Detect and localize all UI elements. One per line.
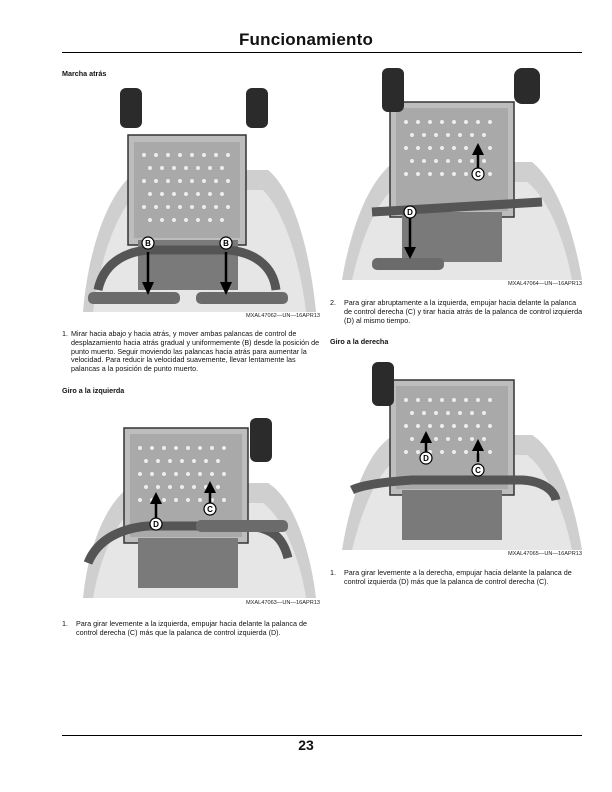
label-left-turn-c: C bbox=[207, 505, 213, 514]
section-heading-left-turn: Giro a la izquierda bbox=[62, 386, 125, 395]
header-rule bbox=[62, 52, 582, 53]
step-text: Para girar levemente a la derecha, empujar hacia delante la palanca de control izquierda (D) más que la palanca de control derecha (C). bbox=[344, 568, 572, 586]
section-heading-right-turn: Giro a la derecha bbox=[330, 337, 389, 346]
label-right-turn-c: C bbox=[475, 466, 481, 475]
figure-caption-reverse: MXAL47062—UN—16APR13 bbox=[246, 313, 320, 319]
step-number: 2. bbox=[330, 298, 336, 307]
step-number: 1. bbox=[330, 568, 336, 577]
label-reverse-left: B bbox=[145, 239, 151, 248]
step-text: Para girar levemente a la izquierda, empujar hacia delante la palanca de control derecha (C) más que la palanca de control izquierda (D). bbox=[76, 619, 307, 637]
step-number: 1. bbox=[62, 619, 68, 628]
label-sharp-left-c: C bbox=[475, 170, 481, 179]
figure-right-turn bbox=[342, 350, 584, 550]
label-left-turn-d: D bbox=[153, 520, 159, 529]
figure-caption-right-turn: MXAL47065—UN—16APR13 bbox=[508, 551, 582, 557]
label-right-turn-d: D bbox=[423, 454, 429, 463]
figure-left-turn bbox=[78, 398, 320, 598]
step-number: 1. bbox=[62, 329, 68, 338]
page-number: 23 bbox=[298, 737, 314, 753]
page-title: Funcionamiento bbox=[238, 30, 374, 49]
step-left-turn-1 bbox=[62, 620, 320, 638]
step-text: Para girar abruptamente a la izquierda, empujar hacia delante la palanca de control derecha (C) y tirar hacia atrás de la palanca de control izquierda (D) al mismo tiempo. bbox=[344, 298, 583, 325]
figure-sharp-left bbox=[342, 62, 584, 280]
step-sharp-left-2 bbox=[330, 299, 584, 325]
section-heading-reverse: Marcha atrás bbox=[62, 69, 107, 78]
figure-caption-sharp-left: MXAL47064—UN—16APR13 bbox=[508, 281, 582, 287]
figure-caption-left-turn: MXAL47063—UN—16APR13 bbox=[246, 600, 320, 606]
label-reverse-right: B bbox=[223, 239, 229, 248]
step-text: Mirar hacia abajo y hacia atrás, y mover ambas palancas de control de desplazamiento hacia atrás gradual y uniformemente (B) desde la posición de punto muerto. Seguir moviendo las palancas hacia atrás para aumentar la velocidad. Para reducir la velocidad suavemente, llevar lentamente las palancas a la posición de punto muerto. bbox=[71, 329, 320, 374]
label-sharp-left-d: D bbox=[407, 208, 413, 217]
figure-reverse bbox=[78, 80, 320, 312]
step-reverse-1 bbox=[62, 330, 320, 374]
footer-rule bbox=[62, 735, 582, 736]
step-right-turn-1 bbox=[330, 569, 584, 587]
